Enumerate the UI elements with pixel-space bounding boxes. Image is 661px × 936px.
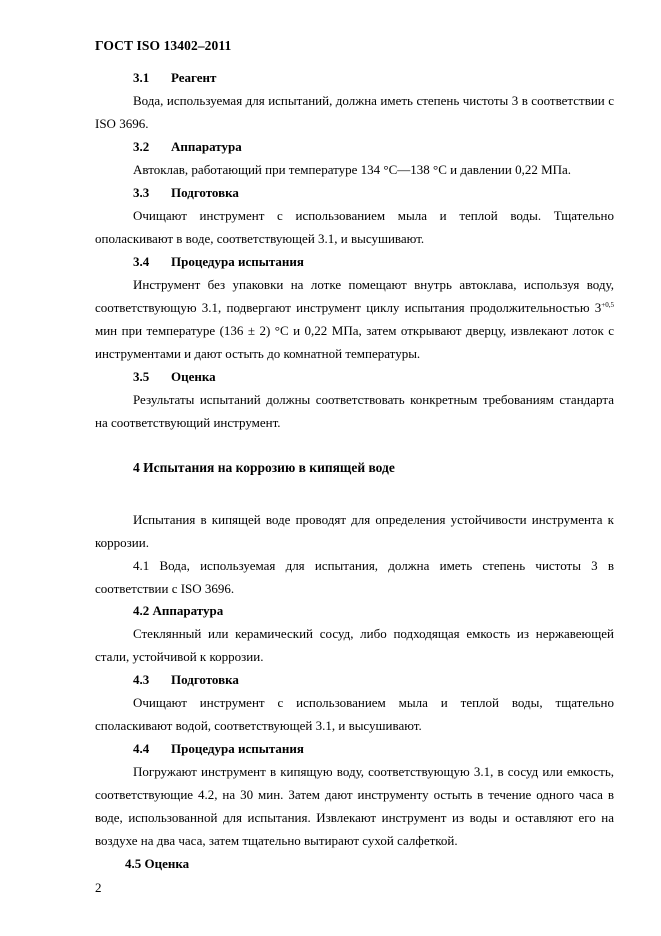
paragraph [95,273,614,365]
section-heading [95,181,614,204]
section-4-4 [95,737,614,852]
section-heading: 4.2 Аппаратура [133,603,224,618]
section-heading [95,250,614,273]
section-title: Подготовка [171,185,239,200]
section-4-title: 4 Испытания на коррозию в кипящей воде [133,460,395,475]
duration-tolerance: +0,5 [601,301,614,309]
section-3-1 [95,66,614,135]
paragraph: Стеклянный или керамический сосуд, либо подходящая емкость из нержавеющей стали, устойчивой к коррозии. [95,626,614,664]
section-number: 3.5 [133,369,150,384]
paragraph: Результаты испытаний должны соответствовать конкретным требованиям стандарта на соответствующий инструмент. [95,392,614,430]
section-title: Подготовка [171,672,239,687]
section-title: Процедура испытания [171,741,304,756]
section-title: Реагент [171,70,217,85]
section-title: Оценка [171,369,216,384]
section-3-4 [95,250,614,365]
section-number: 3.3 [133,185,150,200]
section-title: Аппаратура [171,139,242,154]
section-number: 3.4 [133,254,150,269]
section-3-5 [95,365,614,434]
paragraph: Вода, используемая для испытаний, должна иметь степень чистоты 3 в соответствии с ISO 3696. [95,93,614,131]
section-3-2 [95,135,614,181]
section-number: 4.3 [133,672,150,687]
paragraph: Погружают инструмент в кипящую воду, соответствующую 3.1, в сосуд или емкость, соответствующие 4.2, на 30 мин. Затем дают инструменту остыть в течение одного часа в воде, использованной для испытания. Извлекают инструмент из воды и оставляют его на воздухе на два часа, затем тщательно вытирают сухой салфеткой. [95,764,614,848]
section-3-3 [95,181,614,250]
section-heading [95,365,614,388]
section-heading [95,737,614,760]
section-4-3 [95,668,614,737]
paragraph: Очищают инструмент с использованием мыла и теплой воды, тщательно споласкивают водой, соответствующей 3.1, и высушивают. [95,695,614,733]
section-title: Процедура испытания [171,254,304,269]
section-number: 3.1 [133,70,150,85]
section-number: 3.2 [133,139,150,154]
section-heading [95,135,614,158]
paragraph: Очищают инструмент с использованием мыла и теплой воды. Тщательно ополаскивают в воде, соответствующей 3.1, и высушивают. [95,208,614,246]
paragraph-text: Инструмент без упаковки на лотке помещают внутрь автоклава, используя воду, соответствующую 3.1, подвергают инструмент циклу испытания продолжительностью 3 [95,277,614,315]
paragraph: Испытания в кипящей воде проводят для определения устойчивости инструмента к коррозии. [95,512,614,550]
paragraph-4-1: 4.1 Вода, используемая для испытания, должна иметь степень чистоты 3 в соответствии с ISO 3696. [95,558,614,596]
section-4-body [95,508,614,600]
section-4-2 [95,599,614,668]
document-header: ГОСТ ISO 13402–2011 [95,38,232,53]
paragraph: Автоклав, работающий при температуре 134 °C—138 °C и давлении 0,22 МПа. [133,162,572,177]
section-heading [95,668,614,691]
section-heading [95,66,614,89]
section-heading: 4.5 Оценка [125,856,190,871]
section-number: 4.4 [133,741,150,756]
paragraph-text: мин при температуре (136 ± 2) °C и 0,22 МПа, затем открывают дверцу, извлекают лоток с инструментами и дают остыть до комнатной температуры. [95,323,614,361]
page-number: 2 [95,880,102,895]
section-4-5 [95,852,614,875]
